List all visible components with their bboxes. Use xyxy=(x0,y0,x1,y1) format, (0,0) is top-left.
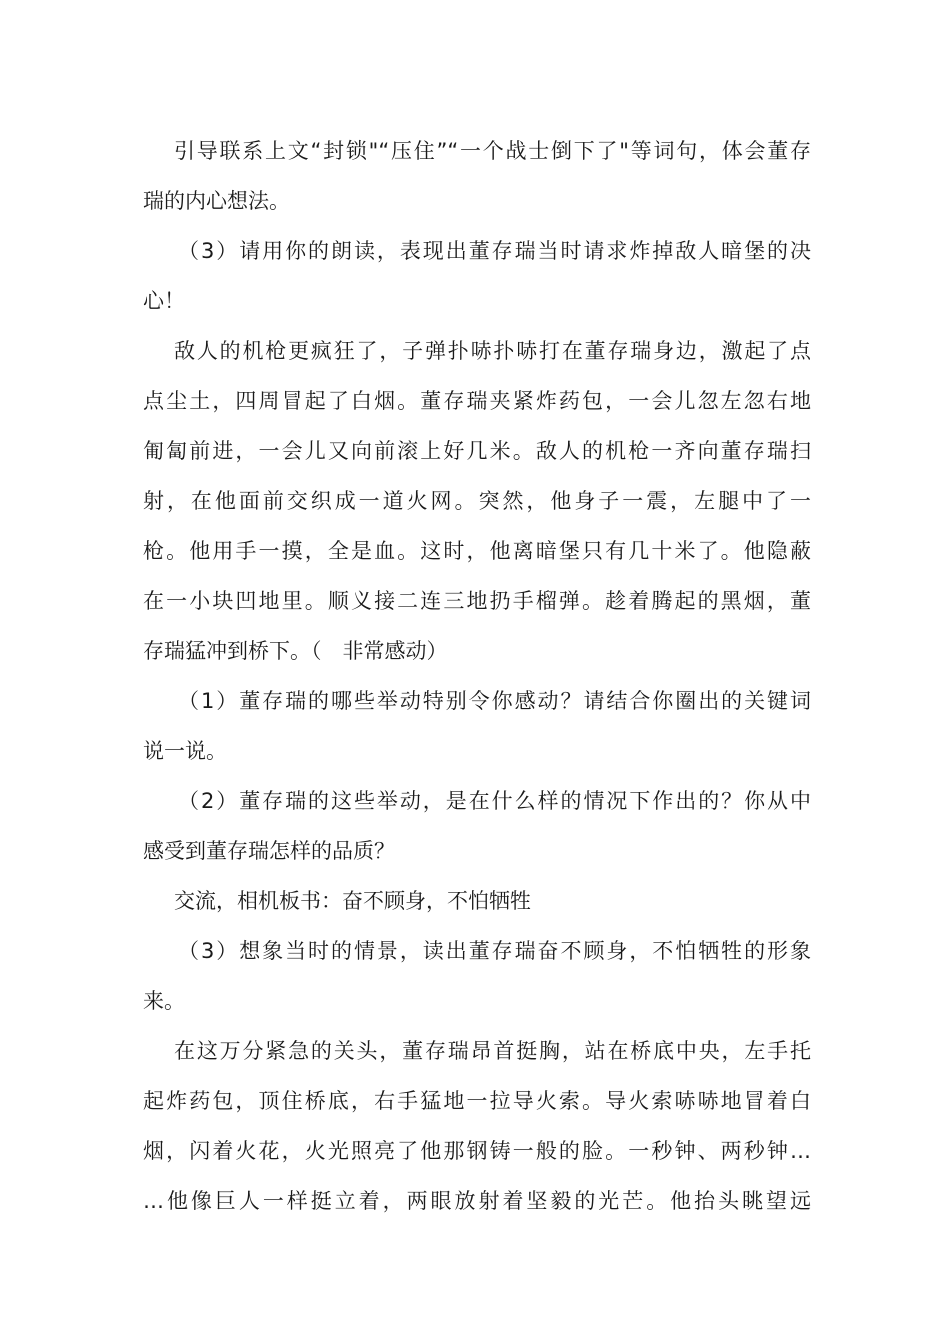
paragraph-question-1 xyxy=(143,676,811,776)
text-line: 匍匐前进，一会儿又向前滚上好几米。敌人的机枪一齐向董存瑞扫 xyxy=(143,439,811,463)
text-line: （3）请用你的朗读，表现出董存瑞当时请求炸掉敌人暗堡的决 xyxy=(178,239,811,263)
text-line: 敌人的机枪更疯狂了，子弹扑哧扑哧打在董存瑞身边，激起了点 xyxy=(174,339,811,363)
paragraph-question-3 xyxy=(143,926,811,1026)
text-line: 来。 xyxy=(143,989,185,1013)
paragraph-task-3 xyxy=(143,226,811,326)
paragraph-passage-charge xyxy=(143,326,811,676)
paragraph-question-2 xyxy=(143,776,811,876)
document-body xyxy=(143,126,811,1226)
text-line: （1）董存瑞的哪些举动特别令你感动？请结合你圈出的关键词 xyxy=(178,689,811,713)
paragraph-passage-sacrifice xyxy=(143,1026,811,1226)
text-line: （2）董存瑞的这些举动，是在什么样的情况下作出的？你从中 xyxy=(178,789,811,813)
text-line: 射，在他面前交织成一道火网。突然，他身子一震，左腿中了一 xyxy=(143,489,811,513)
text-line: 在一小块凹地里。顺义接二连三地扔手榴弹。趁着腾起的黑烟，董 xyxy=(143,589,811,613)
text-line: 引导联系上文“封锁"“压住”“一个战士倒下了"等词句，体会董存 xyxy=(174,139,811,163)
text-line: 瑞的内心想法。 xyxy=(143,189,290,213)
text-line: （3）想象当时的情景，读出董存瑞奋不顾身，不怕牺牲的形象 xyxy=(178,939,811,963)
text-line: 交流，相机板书：奋不顾身，不怕牺牲 xyxy=(174,889,531,913)
text-line: …他像巨人一样挺立着，两眼放射着坚毅的光芒。他抬头眺望远 xyxy=(143,1189,811,1213)
paragraph-blackboard xyxy=(143,876,811,926)
text-line: 心！ xyxy=(143,289,185,313)
text-line: 枪。他用手一摸，全是血。这时，他离暗堡只有几十米了。他隐蔽 xyxy=(143,539,811,563)
text-line: 存瑞猛冲到桥下。（ 非常感动） xyxy=(143,639,448,663)
text-line: 点尘土，四周冒起了白烟。董存瑞夹紧炸药包，一会儿忽左忽右地 xyxy=(143,389,811,413)
text-line: 感受到董存瑞怎样的品质？ xyxy=(143,839,395,863)
text-line: 在这万分紧急的关头，董存瑞昂首挺胸，站在桥底中央，左手托 xyxy=(174,1039,811,1063)
text-line: 说一说。 xyxy=(143,739,227,763)
text-line: 烟，闪着火花，火光照亮了他那钢铸一般的脸。一秒钟、两秒钟… xyxy=(143,1139,811,1163)
text-line: 起炸药包，顶住桥底，右手猛地一拉导火索。导火索哧哧地冒着白 xyxy=(143,1089,811,1113)
paragraph-guide-note xyxy=(143,126,811,226)
